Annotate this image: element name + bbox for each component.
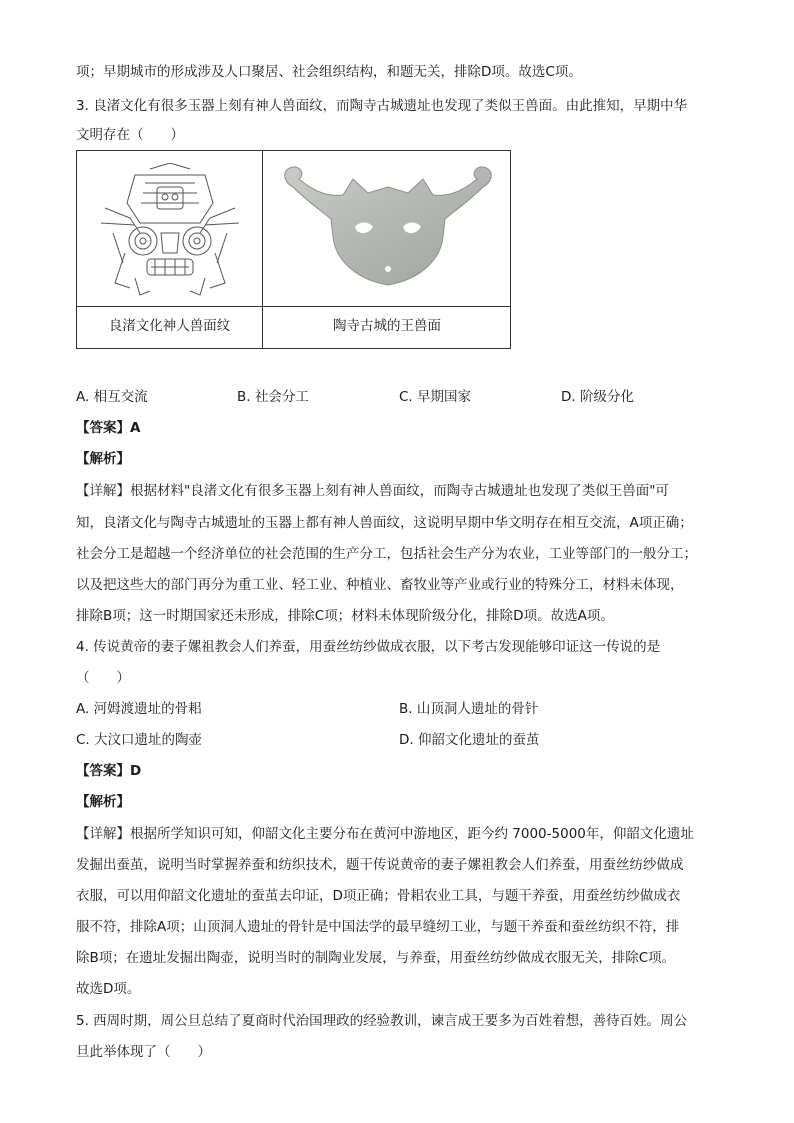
option-b: B. 山顶洞人遗址的骨针 bbox=[399, 701, 539, 717]
analysis-label: 【解析】 bbox=[76, 451, 130, 467]
table-divider bbox=[77, 306, 510, 307]
analysis-line: 故选D项。 bbox=[76, 981, 141, 997]
analysis-line: 排除B项；这一时期国家还未形成，排除C项；材料未体现阶级分化，排除D项。故选A项。 bbox=[76, 608, 614, 624]
option-d: D. 仰韶文化遗址的蚕茧 bbox=[399, 732, 540, 748]
question-5-stem: 5. 西周时期，周公旦总结了夏商时代治国理政的经验教训，谏言成王要多为百姓着想，善待百姓。周公 bbox=[76, 1013, 688, 1029]
image-table bbox=[76, 150, 511, 349]
analysis-label: 【解析】 bbox=[76, 794, 130, 810]
analysis-line: 【详解】根据所学知识可知，仰韶文化主要分布在黄河中游地区，距今约 7000-5000年，仰韶文化遗址 bbox=[76, 826, 694, 842]
answer-label: 【答案】D bbox=[76, 763, 142, 779]
question-3-stem: 3. 良渚文化有很多玉器上刻有神人兽面纹，而陶寺古城遗址也发现了类似王兽面。由此推知，早期中华 bbox=[76, 98, 688, 114]
question-4-stem-cont: （ ） bbox=[76, 670, 130, 686]
option-c: C. 早期国家 bbox=[399, 389, 472, 405]
question-4-stem: 4. 传说黄帝的妻子嫘祖教会人们养蚕，用蚕丝纺纱做成衣服，以下考古发现能够印证这一传说的是 bbox=[76, 639, 661, 655]
option-d: D. 阶级分化 bbox=[561, 389, 634, 405]
option-a: A. 河姆渡遗址的骨耜 bbox=[76, 701, 202, 717]
caption-taosi: 陶寺古城的王兽面 bbox=[333, 318, 441, 334]
analysis-line: 【详解】根据材料"良渚文化有很多玉器上刻有神人兽面纹，而陶寺古城遗址也发现了类似王兽面"可 bbox=[76, 483, 669, 499]
option-b: B. 社会分工 bbox=[237, 389, 309, 405]
analysis-line: 服不符，排除A项；山顶洞人遗址的骨针是中国法学的最早缝纫工业，与题干养蚕和蚕丝纺织不符，排 bbox=[76, 919, 680, 935]
analysis-line: 知，良渚文化与陶寺古城遗址的玉器上都有神人兽面纹，这说明早期中华文明存在相互交流，A项正确； bbox=[76, 515, 693, 531]
analysis-line: 以及把这些大的部门再分为重工业、轻工业、种植业、畜牧业等产业或行业的特殊分工，材料未体现， bbox=[76, 577, 684, 593]
caption-liangzhu: 良渚文化神人兽面纹 bbox=[108, 318, 231, 334]
analysis-line: 衣服，可以用仰韶文化遗址的蚕茧去印证，D项正确；骨耜农业工具，与题干养蚕，用蚕丝纺纱做成衣 bbox=[76, 888, 681, 904]
answer-label: 【答案】A bbox=[76, 420, 141, 436]
text-line: 项；早期城市的形成涉及人口聚居、社会组织结构，和题无关，排除D项。故选C项。 bbox=[76, 64, 582, 80]
question-5-stem-cont: 旦此举体现了（ ） bbox=[76, 1044, 211, 1060]
option-a: A. 相互交流 bbox=[76, 389, 148, 405]
analysis-line: 除B项；在遗址发掘出陶壶，说明当时的制陶业发展，与养蚕，用蚕丝纺纱做成衣服无关，排除C项。 bbox=[76, 950, 676, 966]
liangzhu-mask-drawing bbox=[95, 163, 245, 299]
option-c: C. 大汶口遗址的陶壶 bbox=[76, 732, 203, 748]
taosi-jade-mask-image bbox=[273, 157, 503, 297]
analysis-line: 社会分工是超越一个经济单位的社会范围的生产分工，包括社会生产分为农业，工业等部门的一般分工； bbox=[76, 546, 697, 562]
analysis-line: 发掘出蚕茧，说明当时掌握养蚕和纺织技术，题干传说黄帝的妻子嫘祖教会人们养蚕，用蚕丝纺纱做成 bbox=[76, 857, 684, 873]
question-3-stem-cont: 文明存在（ ） bbox=[76, 127, 184, 143]
